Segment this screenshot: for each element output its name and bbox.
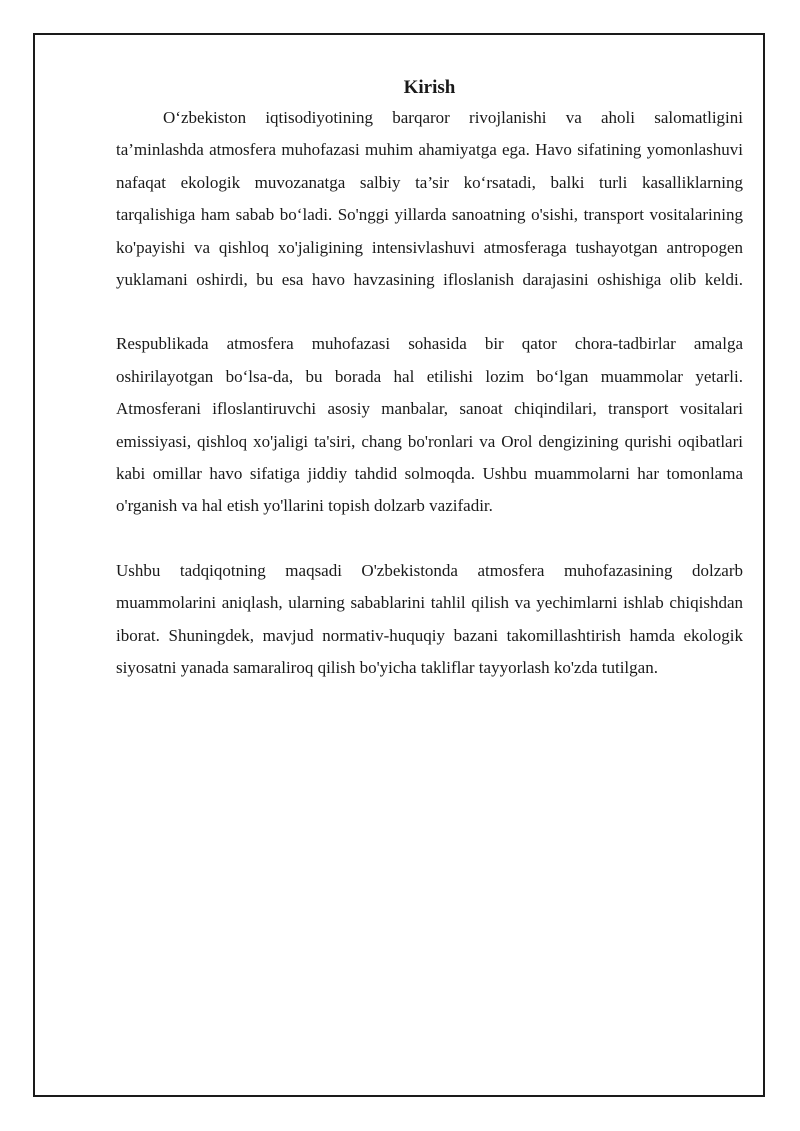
- paragraph-gap: [116, 296, 743, 328]
- document-body: [116, 74, 743, 685]
- paragraph-goal: Ushbu tadqiqotning maqsadi O'zbekistonda atmosfera muhofazasining dolzarb muammolarini aniqlash, ularning sabablarini tahlil qilish va yechimlarni ishlab chiqishdan iborat. Shuningdek, mavjud normativ-huquqiy bazani takomillashtirish hamda ekologik siyosatni yanada samaraliroq qilish bo'yicha takliflar tayyorlash ko'zda tutilgan.: [116, 560, 743, 678]
- paragraph-problems: Respublikada atmosfera muhofazasi sohasida bir qator chora-tadbirlar amalga oshirilayotgan bo‘lsa-da, bu borada hal etilishi lozim bo‘lgan muammolar yetarli. Atmosferani ifloslantiruvchi asosiy manbalar, sanoat chiqindilari, transport vositalari emissiyasi, qishloq xo'jaligi ta'siri, chang bo'ronlari va Orol dengizining qurishi oqibatlari kabi omillar havo sifatiga jiddiy tahdid solmoqda. Ushbu muammolarni har tomonlama o'rganish va hal etish yo'llarini topish dolzarb vazifadir.: [116, 334, 743, 516]
- paragraph-gap: [116, 523, 743, 555]
- document-title: Kirish: [403, 77, 456, 98]
- paragraph-intro: O‘zbekiston iqtisodiyotining barqaror rivojlanishi va aholi salomatligini ta’minlashda atmosfera muhofazasi muhim ahamiyatga ega. Havo sifatining yomonlashuvi nafaqat ekologik muvozanatga salbiy ta’sir ko‘rsatadi, balki turli kasalliklarning tarqalishiga ham sabab bo‘ladi. So'nggi yillarda sanoatning o'sishi, transport vositalarining ko'payishi va qishloq xo'jaligining intensivlashuvi atmosferaga tushayotgan antropogen yuklamani oshirdi, bu esa havo havzasining ifloslanish darajasini oshishiga olib keldi.: [116, 108, 743, 290]
